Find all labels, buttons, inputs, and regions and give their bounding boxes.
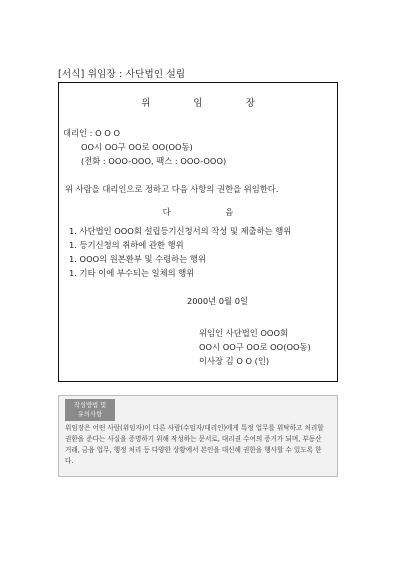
agent-name: 대리인 : O O O bbox=[63, 128, 120, 138]
badge-line-1: 작성방법 및 bbox=[73, 402, 107, 409]
delegation-sentence: 위 사람을 대리인으로 정하고 다음 사항의 권한을 위임한다. bbox=[65, 184, 279, 194]
badge-line-2: 유의사항 bbox=[77, 411, 103, 418]
list-item: 1. 기타 이에 부수되는 일체의 행위 bbox=[69, 268, 195, 278]
list-item: 1. 등기신청의 취하에 관한 행위 bbox=[69, 240, 184, 250]
next-title: 다 음 bbox=[162, 207, 260, 217]
delegator-org: 위임인 사단법인 OOO회 bbox=[199, 328, 288, 338]
power-of-attorney-box bbox=[58, 82, 338, 382]
instructions-badge bbox=[65, 399, 115, 421]
instructions-box bbox=[58, 395, 338, 477]
form-label: [서식] 위임장 : 사단법인 설립 bbox=[58, 69, 186, 80]
instructions-text: 위임장은 어떤 사람(위임자)이 다른 사람(수임자/대리인)에게 특정 업무를 위탁하고 처리할 권한을 준다는 사실을 증명하기 위해 작성하는 문서로, 대리권 수여의 증거가 되며, 부동산 거래, 금융 업무, 행정 처리 등 다양한 상황에서 본인을 대신해 권한을 행사할 수 있도록 한다. bbox=[65, 424, 324, 465]
list-item: 1. 사단법인 OOO회 설립등기신청서의 작성 및 제출하는 행위 bbox=[69, 226, 292, 236]
document-title: 위 임 장 bbox=[141, 98, 275, 109]
date-line: 2000년 0월 0일 bbox=[187, 296, 248, 306]
delegator-address: OO시 OO구 OO로 OO(OO동) bbox=[199, 342, 311, 352]
agent-contact: (전화 : OOO-OOO, 팩스 : OOO-OOO) bbox=[81, 156, 227, 166]
list-item: 1. OOO의 원본환부 및 수령하는 행위 bbox=[69, 254, 206, 264]
agent-address: OO시 OO구 OO로 OO(OO동) bbox=[81, 142, 193, 152]
delegator-chair: 이사장 김 O O (인) bbox=[199, 356, 270, 366]
